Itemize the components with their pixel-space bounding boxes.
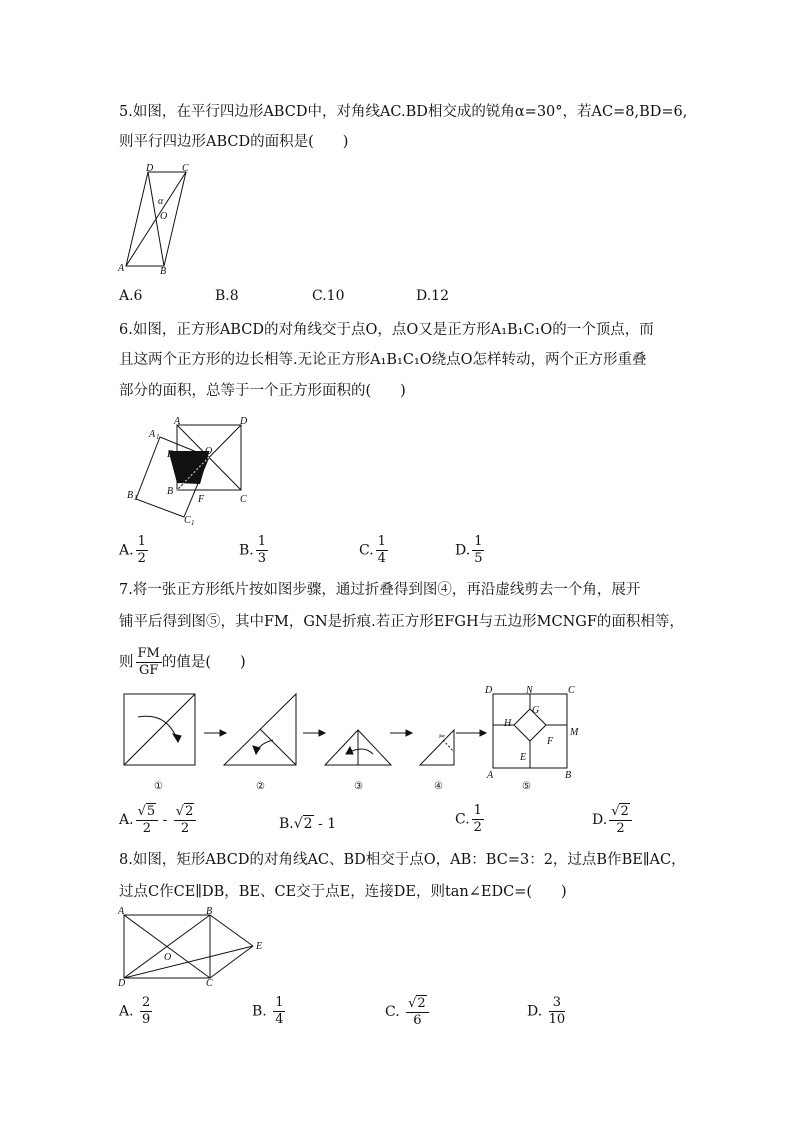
q8-option-d-den: 10 [548, 1012, 566, 1027]
q7-option-d[interactable]: D. $\frac{√2}{2}$ [592, 803, 632, 837]
q8-option-c-den: 6 [413, 1013, 422, 1028]
q7-step-3: ③ [354, 781, 363, 792]
q7-label-b: B [565, 770, 572, 781]
q7-option-c[interactable] [455, 803, 484, 836]
q7-frac-num: FM [137, 646, 160, 661]
q7-step-1: ① [154, 781, 163, 792]
q6-squares-figure [123, 414, 258, 529]
q7-option-b-rest: - 1 [313, 816, 337, 832]
q6-option-b-den: 3 [257, 551, 267, 566]
q6-option-a-letter: A. [119, 542, 134, 559]
q5-label-a: A [118, 263, 125, 274]
q7-frac-den: GF [138, 663, 159, 678]
q8-label-b: B [206, 906, 213, 917]
q8-option-d[interactable] [527, 995, 565, 1028]
q8-option-b-den: 4 [275, 1012, 284, 1027]
q7-line3 [119, 646, 246, 679]
q6-option-d-num: 1 [474, 534, 483, 549]
q6-label-a1: A [149, 429, 156, 440]
q6-option-c[interactable] [359, 534, 388, 567]
q5-option-d[interactable]: D.12 [416, 288, 449, 304]
q7-scissors-icon: ✂ [438, 732, 445, 741]
q7-option-a-r2: 2 [185, 804, 194, 819]
q8-label-d: D [118, 978, 126, 989]
q8-option-a-num: 2 [142, 995, 151, 1010]
q5-option-c[interactable]: C.10 [312, 288, 345, 304]
q5-label-o: O [160, 211, 168, 222]
q7-label-a: A [487, 770, 494, 781]
q6-option-c-letter: C. [359, 542, 374, 559]
q6-label-b: B [167, 486, 174, 497]
q7-label-g: G [532, 705, 540, 716]
q8-option-b-num: 1 [275, 995, 284, 1010]
q6-option-c-num: 1 [377, 534, 386, 549]
q7-option-d-r: 2 [620, 804, 629, 819]
q8-option-c[interactable]: C. $\frac{√2}{6}$ [385, 995, 429, 1029]
q6-line1: 6.如图，正方形ABCD的对角线交于点O，点O又是正方形A₁B₁C₁O的一个顶点，而 [119, 322, 654, 338]
q7-option-a[interactable]: A. $\frac{√5}{2}$ - $\frac{√2}{2}$ [119, 803, 196, 837]
q7-step-2: ② [256, 781, 265, 792]
q8-label-c: C [206, 978, 213, 989]
q7-step-4: ④ [434, 781, 443, 792]
q6-label-a1-sub: 1 [156, 433, 160, 441]
q5-parallelogram-figure [116, 160, 196, 275]
q7-option-c-den: 2 [473, 820, 482, 835]
q7-option-d-den: 2 [616, 821, 625, 836]
q7-label-f: F [547, 736, 554, 747]
q8-label-o: O [164, 952, 172, 963]
q7-option-b[interactable]: B.√2 - 1 [279, 816, 337, 832]
q8-option-a[interactable] [119, 995, 152, 1028]
q7-option-a-d2: 2 [180, 821, 190, 836]
q6-option-b-num: 1 [257, 534, 267, 549]
q6-label-d: D [240, 416, 248, 427]
q7-line2: 铺平后得到图⑤，其中FM，GN是折痕.若正方形EFGH与五边形MCNGF的面积相等， [119, 614, 684, 630]
q5-line2: 则平行四边形ABCD的面积是( ) [119, 134, 349, 150]
q8-option-a-den: 9 [142, 1012, 151, 1027]
q7-option-d-letter: D. [592, 812, 608, 828]
q8-option-c-letter: C. [385, 1004, 400, 1020]
q5-option-b[interactable]: B.8 [215, 288, 239, 304]
q7-option-b-letter: B. [279, 816, 294, 832]
q6-option-d-den: 5 [474, 551, 483, 566]
q8-option-c-r: 2 [417, 996, 426, 1011]
q6-option-d[interactable] [455, 534, 484, 567]
q7-line3-post: 的值是( ) [161, 654, 246, 671]
q8-label-e: E [256, 941, 263, 952]
q6-label-b1: B [127, 490, 134, 501]
q8-option-d-letter: D. [527, 1003, 543, 1020]
q5-option-a[interactable]: A.6 [119, 288, 143, 304]
q6-label-b1-sub: 1 [134, 494, 138, 502]
q7-folding-steps-figure [118, 682, 580, 797]
q7-option-c-letter: C. [455, 811, 470, 828]
q5-label-d: D [146, 163, 154, 174]
q7-option-b-r: 2 [303, 816, 313, 832]
q8-option-b[interactable] [252, 995, 285, 1028]
q8-option-a-letter: A. [119, 1003, 134, 1020]
q8-rectangle-figure [116, 904, 271, 989]
q6-option-a-num: 1 [137, 534, 146, 549]
q7-label-h: H [504, 718, 512, 729]
q5-label-alpha: α [158, 196, 164, 207]
q6-line2: 且这两个正方形的边长相等.无论正方形A₁B₁C₁O绕点O怎样转动，两个正方形重叠 [119, 352, 647, 368]
q7-option-a-minus: - [162, 812, 168, 828]
q6-label-e: E [167, 449, 174, 460]
q6-option-b-letter: B. [239, 542, 254, 559]
q7-label-m: M [570, 727, 579, 738]
q7-option-c-num: 1 [473, 803, 482, 818]
q6-overlap-region [169, 451, 210, 484]
q6-option-c-den: 4 [377, 551, 386, 566]
q7-step-5: ⑤ [522, 781, 531, 792]
q8-label-a: A [118, 906, 125, 917]
q6-label-c: C [240, 494, 247, 505]
q6-label-o: O [205, 446, 213, 457]
q6-option-a[interactable] [119, 534, 148, 567]
q7-option-a-r1: 5 [146, 804, 156, 819]
q7-line1: 7.将一张正方形纸片按如图步骤，通过折叠得到图④，再沿虚线剪去一个角，展开 [119, 582, 641, 598]
q7-option-a-d1: 2 [142, 821, 151, 836]
q8-line1: 8.如图，矩形ABCD的对角线AC、BD相交于点O，AB：BC=3：2，过点B作BE∥AC， [119, 852, 686, 868]
q8-option-d-num: 3 [549, 995, 566, 1012]
q6-option-d-letter: D. [455, 542, 471, 559]
q6-option-a-den: 2 [137, 551, 146, 566]
q6-label-c1-sub: 1 [191, 519, 195, 527]
q7-label-c: C [568, 685, 575, 696]
q6-label-f: F [198, 494, 205, 505]
q6-label-c1: C [184, 515, 191, 526]
q5-label-c: C [182, 163, 189, 174]
q7-label-e: E [520, 752, 527, 763]
q8-option-b-letter: B. [252, 1003, 267, 1020]
q6-option-b[interactable] [239, 534, 268, 567]
q7-label-n: N [526, 685, 533, 696]
q6-label-a: A [174, 416, 181, 427]
q8-line2: 过点C作CE∥DB，BE、CE交于点E，连接DE，则tan∠EDC=( ) [119, 884, 567, 900]
q5-label-b: B [160, 266, 167, 275]
q7-option-a-letter: A. [119, 812, 134, 828]
q5-line1: 5.如图，在平行四边形ABCD中，对角线AC.BD相交成的锐角α=30°，若AC=8,BD=6, [119, 104, 688, 120]
q7-label-d: D [485, 685, 493, 696]
q7-line3-pre: 则 [119, 654, 134, 671]
q6-line3: 部分的面积，总等于一个正方形面积的( ) [119, 383, 406, 399]
